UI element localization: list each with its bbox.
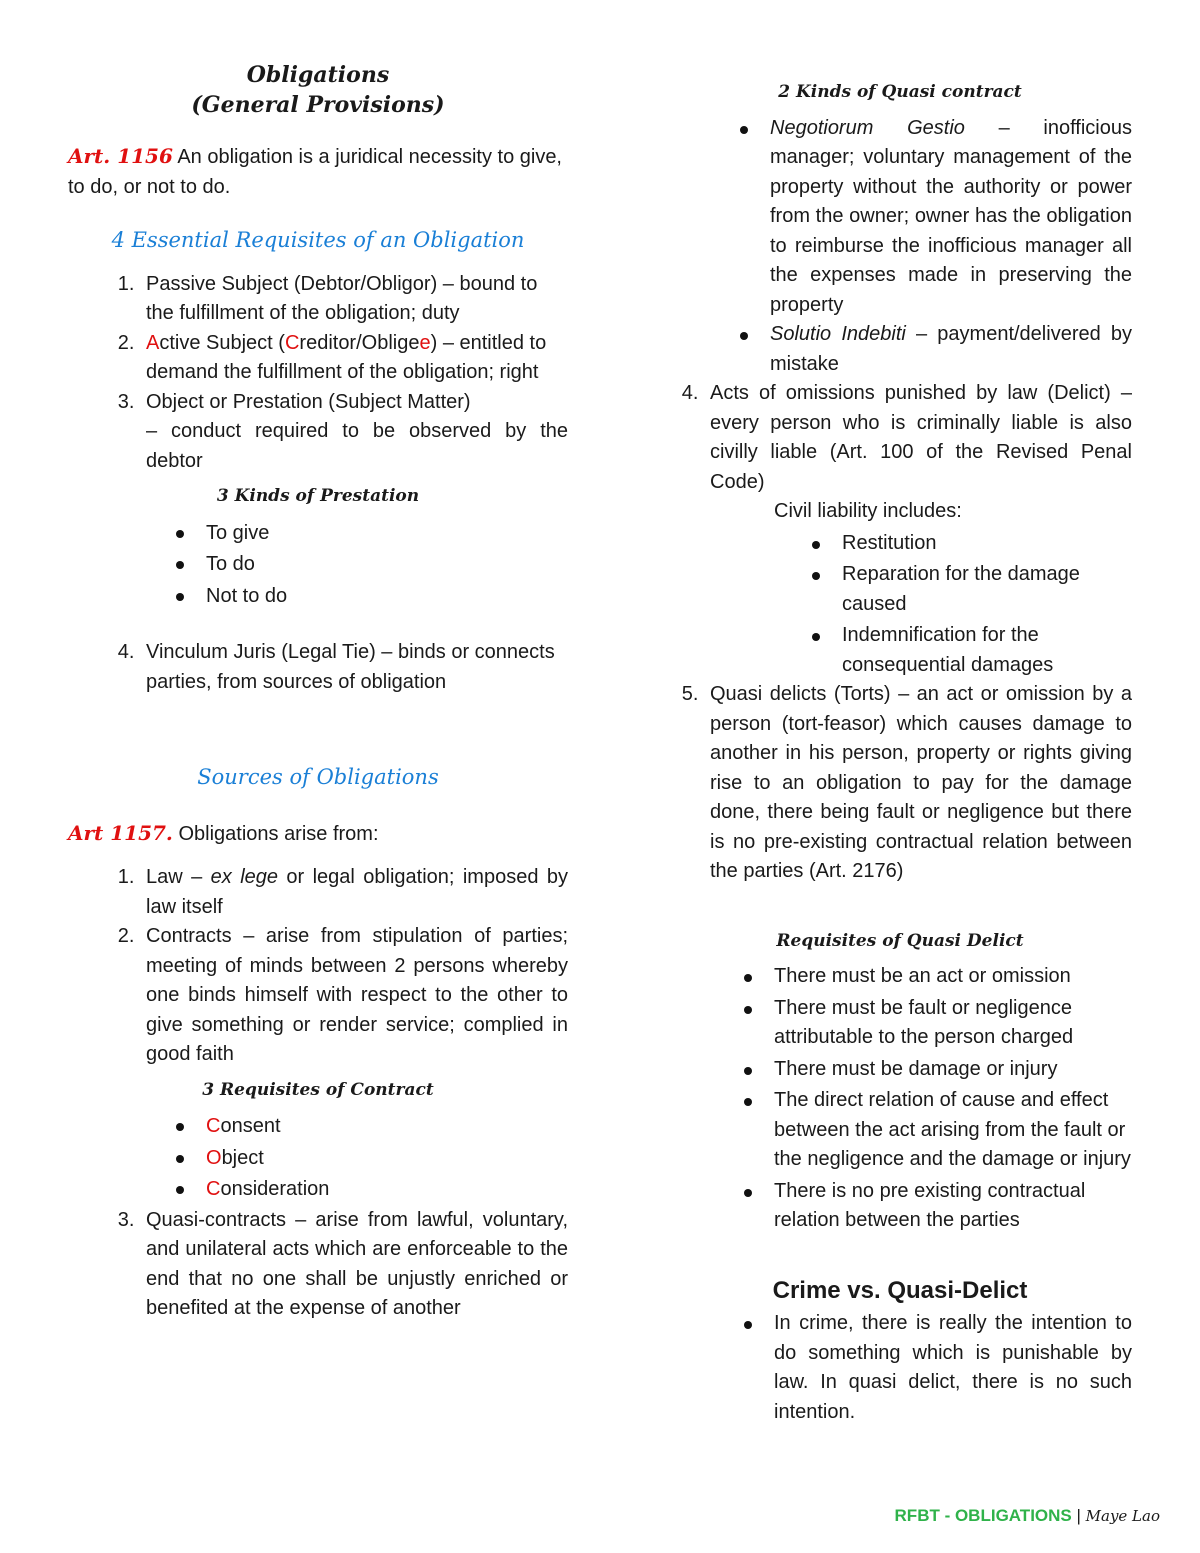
quasi-delict-list xyxy=(668,962,1132,1236)
page-footer xyxy=(895,1506,1160,1526)
prestation-heading: 3 Kinds of Prestation xyxy=(216,486,420,506)
footer-separator: | xyxy=(1071,1506,1086,1525)
civil-liability-list xyxy=(668,529,1132,681)
quasi-delict-heading: Requisites of Quasi Delict xyxy=(776,930,1024,951)
requisite-item: 3. Object or Prestation (Subject Matter) – conduct required to be observed by the debtor xyxy=(140,388,568,477)
title-line-1: Obligations xyxy=(246,62,390,88)
requisites-list-cont xyxy=(68,638,568,697)
art-1156-label: Art. 1156 xyxy=(68,144,173,168)
contract-requisite-item: Consideration xyxy=(172,1174,568,1206)
sources-heading: Sources of Obligations xyxy=(197,765,439,789)
source-item: 5. Quasi delicts (Torts) – an act or omission by a person (tort-feasor) which causes damage to another in his person, property or rights giving rise to an obligation to pay for the damage done, there being fault or negligence but there is no pre-existing contractual relation between the parties (Art. 2176) xyxy=(704,680,1132,887)
doc-title xyxy=(68,60,568,120)
requisite-item: 1. Passive Subject (Debtor/Obligor) – bound to the fulfillment of the obligation; duty xyxy=(140,270,568,329)
quasi-contract-item: Solutio Indebiti – payment/delivered by mistake xyxy=(736,320,1132,379)
quasi-delict-item: There is no pre existing contractual relation between the parties xyxy=(740,1177,1132,1236)
contract-requisites-list xyxy=(68,1111,568,1206)
sources-list-cont xyxy=(68,1206,568,1324)
quasi-delict-item: There must be an act or omission xyxy=(740,962,1132,992)
crime-heading: Crime vs. Quasi-Delict xyxy=(772,1276,1028,1304)
prestation-item: Not to do xyxy=(172,581,568,613)
quasi-contract-item: Negotiorum Gestio – inofficious manager; voluntary management of the property without the authority or power from the owner; owner has the obligation to reimburse the inofficious manager all the expenses made in preserving the property xyxy=(736,114,1132,321)
art-1156-text: An obligation is a juridical necessity to give, to do, or not to do. xyxy=(68,146,562,198)
contract-requisite-item: Consent xyxy=(172,1111,568,1143)
sources-list-right-cont xyxy=(668,680,1132,887)
source-item: 3. Quasi-contracts – arise from lawful, voluntary, and unilateral acts which are enforceable to the end that no one shall be unjustly enriched or benefited at the expense of another xyxy=(140,1206,568,1324)
civil-liability-item: Restitution xyxy=(808,529,1132,559)
quasi-contract-heading: 2 Kinds of Quasi contract xyxy=(778,82,1022,102)
quasi-delict-item: There must be damage or injury xyxy=(740,1055,1132,1085)
quasi-delict-item: The direct relation of cause and effect between the act arising from the fault or the negligence and the damage or injury xyxy=(740,1086,1132,1175)
prestation-item: To give xyxy=(172,518,568,550)
sources-list-right xyxy=(668,379,1132,497)
requisites-list xyxy=(68,270,568,477)
art-1157-label: Art 1157. xyxy=(68,820,173,845)
civil-liability-label: Civil liability includes: xyxy=(774,500,962,522)
source-item: 2. Contracts – arise from stipulation of parties; meeting of minds between 2 persons whereby one binds himself with respect to the other to give something or render service; complied in good faith xyxy=(140,922,568,1070)
quasi-contract-list xyxy=(668,114,1132,380)
footer-author: Maye Lao xyxy=(1085,1507,1160,1525)
crime-item: In crime, there is really the intention to do something which is punishable by law. In quasi delict, there is no such intention. xyxy=(740,1309,1132,1427)
footer-course: RFBT - OBLIGATIONS xyxy=(894,1506,1072,1525)
sources-list xyxy=(68,863,568,1070)
civil-liability-item: Indemnification for the consequential damages xyxy=(808,621,1132,680)
art-1157 xyxy=(68,819,568,850)
crime-list xyxy=(668,1309,1132,1427)
source-item: 4. Acts of omissions punished by law (Delict) – every person who is criminally liable is also civilly liable (Art. 100 of the Revised Penal Code) xyxy=(704,379,1132,497)
right-column xyxy=(668,78,1132,1427)
contract-requisite-item: Object xyxy=(172,1143,568,1175)
art-1156 xyxy=(68,142,568,202)
art-1157-text: Obligations arise from: xyxy=(172,822,379,845)
prestation-item: To do xyxy=(172,549,568,581)
requisite-item: 4. Vinculum Juris (Legal Tie) – binds or connects parties, from sources of obligation xyxy=(140,638,568,697)
requisite-item: 2. Active Subject (Creditor/Obligee) – entitled to demand the fulfillment of the obligation; right xyxy=(140,329,568,388)
source-item: 1. Law – ex lege or legal obligation; imposed by law itself xyxy=(140,863,568,922)
prestation-list xyxy=(68,518,568,613)
requisites-heading: 4 Essential Requisites of an Obligation xyxy=(111,228,525,252)
contract-heading: 3 Requisites of Contract xyxy=(202,1079,434,1100)
civil-liability-item: Reparation for the damage caused xyxy=(808,560,1132,619)
left-column xyxy=(68,60,568,1324)
quasi-delict-item: There must be fault or negligence attributable to the person charged xyxy=(740,994,1132,1053)
title-line-2: (General Provisions) xyxy=(191,92,445,118)
